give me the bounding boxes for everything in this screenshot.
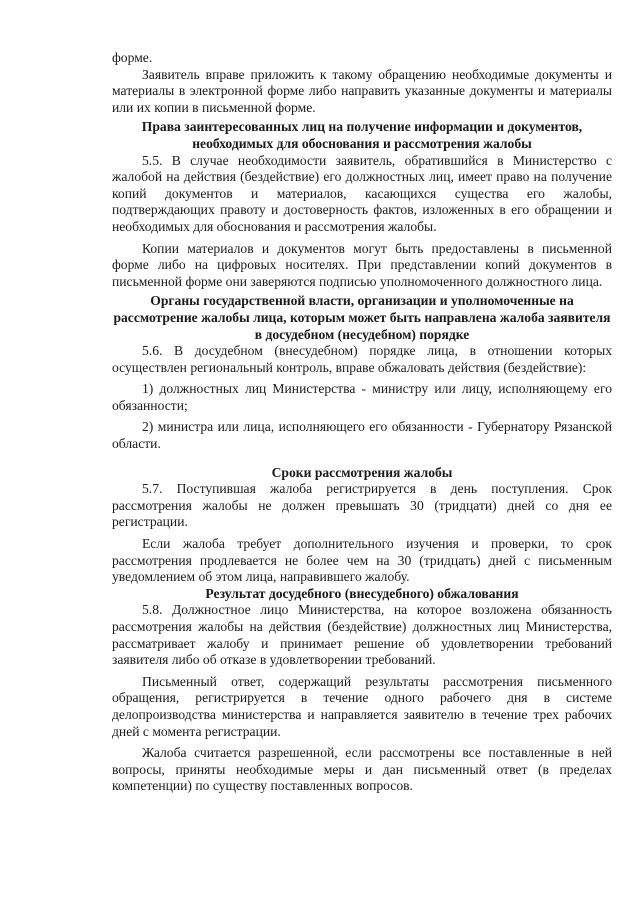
paragraph-5-7: 5.7. Поступившая жалоба регистрируется в день поступления. Срок рассмотрения жалобы не должен превышать 30 (тридцати) дней со дня ее регистрации. [112, 481, 612, 530]
heading-result: Результат досудебного (внесудебного) обжалования [205, 585, 519, 601]
paragraph-attachments: Заявитель вправе приложить к такому обращению необходимые документы и материалы в электронной форме либо направить указанные документы и материалы или их копии в письменной форме. [112, 66, 612, 115]
paragraph-5-8: 5.8. Должностное лицо Министерства, на которое возложена обязанность рассмотрения жалобы на действия (бездействие) должностных лиц Министерства, рассматривает жалобу и принимает решение об удовлетворении требований заявителя либо об отказе в удовлетворении требований. [112, 602, 612, 668]
paragraph-written-answer: Письменный ответ, содержащий результаты рассмотрения письменного обращения, регистрируется в течение одного рабочего дня в системе делопроизводства министерства и направляется заявителю в течение трех рабочих дней с момента регистрации. [112, 673, 612, 739]
paragraph-copies: Копии материалов и документов могут быть предоставлены в письменной форме либо на цифровых носителях. При представлении копий документов в письменной форме они заверяются подписью уполномоченного должностного лица. [112, 240, 612, 289]
heading-terms: Сроки рассмотрения жалобы [271, 464, 453, 480]
heading-rights: Права заинтересованных лиц на получение информации и документов, необходимых для обоснования и рассмотрения жалобы [141, 119, 583, 151]
paragraph-resolved: Жалоба считается разрешенной, если рассмотрены все поставленные в ней вопросы, приняты необходимые меры и дан письменный ответ (в пределах компетенции) по существу поставленных вопросов. [112, 745, 612, 794]
document-page [112, 50, 612, 795]
paragraph-continuation: форме. [112, 50, 153, 65]
paragraph-5-5: 5.5. В случае необходимости заявитель, обратившийся в Министерство с жалобой на действия (бездействие) его должностных лиц, имеет право на получение копий документов и материалов, касающихся существа его жалобы, подтверждающих правоту и достоверность фактов, изложенных в его обращении и необходимых для обоснования и рассмотрения жалобы. [112, 152, 612, 234]
paragraph-5-6: 5.6. В досудебном (внесудебном) порядке лица, в отношении которых осуществлен региональный контроль, вправе обжаловать действия (бездействие): [112, 343, 612, 375]
paragraph-item-2: 2) министра или лица, исполняющего его обязанности - Губернатору Рязанской области. [112, 419, 612, 452]
paragraph-extension: Если жалоба требует дополнительного изучения и проверки, то срок рассмотрения продлевается не более чем на 30 (тридцать) дней с письменным уведомлением об этом лица, направившего жалобу. [112, 536, 612, 585]
paragraph-item-1: 1) должностных лиц Министерства - министру или лицу, исполняющему его обязанности; [112, 381, 612, 413]
heading-authorities: Органы государственной власти, организации и уполномоченные на рассмотрение жалобы лица, которым может быть направлена жалоба заявителя в досудебном (несудебном) порядке [113, 293, 611, 342]
